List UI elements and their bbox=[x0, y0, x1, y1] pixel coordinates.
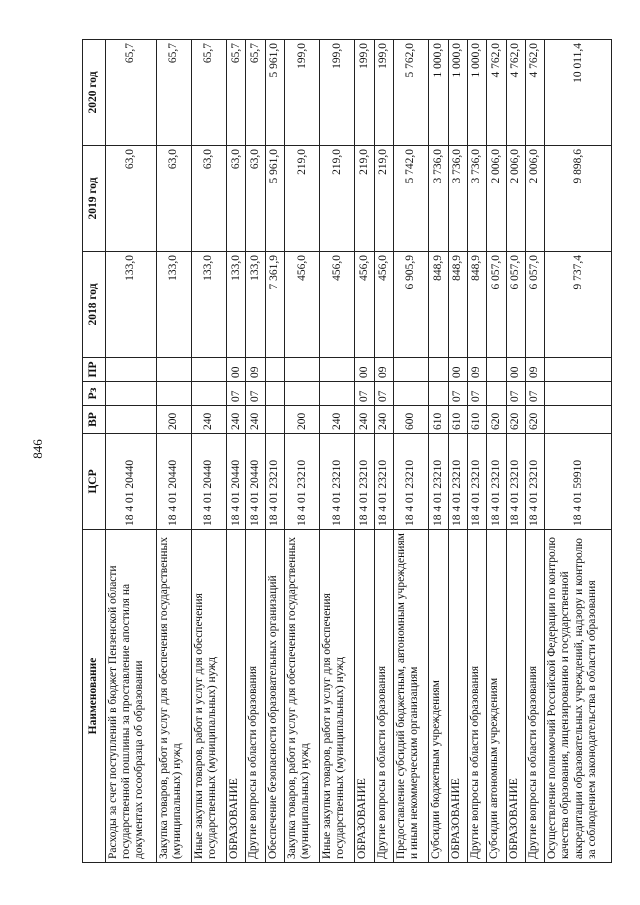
row-2018-cell: 6 057,0 bbox=[525, 252, 544, 358]
row-rz-cell bbox=[265, 382, 284, 406]
header-rz: Рз bbox=[83, 382, 106, 406]
row-name-cell: Субсидии автономным учреждениям bbox=[487, 530, 506, 863]
row-2018-cell: 133,0 bbox=[156, 252, 191, 358]
row-name-cell: Субсидии бюджетным учреждениям bbox=[429, 530, 448, 863]
row-2020-cell: 65,7 bbox=[106, 40, 157, 146]
row-2019-cell: 63,0 bbox=[246, 146, 265, 252]
row-name-cell: ОБРАЗОВАНИЕ bbox=[355, 530, 374, 863]
row-2020-cell: 199,0 bbox=[320, 40, 355, 146]
table-row bbox=[320, 40, 355, 863]
row-name-cell: ОБРАЗОВАНИЕ bbox=[506, 530, 525, 863]
row-name-cell: Предоставление субсидий бюджетным, автономным учреждениям и иным некоммерческим организациям bbox=[394, 530, 429, 863]
row-rz-cell: 07 bbox=[525, 382, 544, 406]
row-name-cell: Иные закупки товаров, работ и услуг для обеспечения государственных (муниципальных) нужд bbox=[192, 530, 227, 863]
row-csr-cell: 18 4 01 20440 bbox=[192, 434, 227, 530]
row-rz-cell bbox=[320, 382, 355, 406]
row-2018-cell: 133,0 bbox=[246, 252, 265, 358]
row-name-cell: Осуществление полномочий Российской Федерации по контролю качества образования, лицензированию и государственной аккредитации образовательных учреждений, надзору и контролю за соблюдением законодательства в области образования bbox=[545, 530, 612, 863]
row-2019-cell: 2 006,0 bbox=[525, 146, 544, 252]
row-2020-cell: 65,7 bbox=[227, 40, 246, 146]
row-2019-cell: 219,0 bbox=[285, 146, 320, 252]
row-vr-cell: 620 bbox=[487, 406, 506, 434]
table-row bbox=[285, 40, 320, 863]
row-name-cell: Закупка товаров, работ и услуг для обеспечения государственных (муниципальных) нужд bbox=[285, 530, 320, 863]
row-2020-cell: 1 000,0 bbox=[448, 40, 467, 146]
row-2020-cell: 65,7 bbox=[192, 40, 227, 146]
table-row bbox=[448, 40, 467, 863]
row-csr-cell: 18 4 01 23210 bbox=[394, 434, 429, 530]
row-rz-cell bbox=[394, 382, 429, 406]
row-pr-cell: 00 bbox=[448, 358, 467, 382]
row-pr-cell bbox=[285, 358, 320, 382]
row-2020-cell: 1 000,0 bbox=[429, 40, 448, 146]
row-name-cell: Иные закупки товаров, работ и услуг для обеспечения государственных (муниципальных) нужд bbox=[320, 530, 355, 863]
table-row bbox=[545, 40, 612, 863]
row-name-cell: ОБРАЗОВАНИЕ bbox=[227, 530, 246, 863]
row-pr-cell: 00 bbox=[355, 358, 374, 382]
row-2019-cell: 5 961,0 bbox=[265, 146, 284, 252]
header-row bbox=[83, 40, 106, 863]
row-pr-cell bbox=[320, 358, 355, 382]
header-2018: 2018 год bbox=[83, 252, 106, 358]
row-2018-cell: 848,9 bbox=[467, 252, 486, 358]
row-rz-cell bbox=[429, 382, 448, 406]
header-pr: ПР bbox=[83, 358, 106, 382]
row-csr-cell: 18 4 01 20440 bbox=[227, 434, 246, 530]
rotated-page-content bbox=[82, 40, 612, 863]
table-body bbox=[106, 40, 612, 863]
row-2019-cell: 63,0 bbox=[156, 146, 191, 252]
table-row bbox=[106, 40, 157, 863]
row-2020-cell: 1 000,0 bbox=[467, 40, 486, 146]
row-rz-cell: 07 bbox=[355, 382, 374, 406]
row-csr-cell: 18 4 01 23210 bbox=[265, 434, 284, 530]
header-2020: 2020 год bbox=[83, 40, 106, 146]
row-name-cell: Другие вопросы в области образования bbox=[525, 530, 544, 863]
row-name-cell: ОБРАЗОВАНИЕ bbox=[448, 530, 467, 863]
row-2020-cell: 4 762,0 bbox=[487, 40, 506, 146]
row-csr-cell: 18 4 01 23210 bbox=[374, 434, 393, 530]
row-vr-cell: 240 bbox=[246, 406, 265, 434]
row-csr-cell: 18 4 01 59910 bbox=[545, 434, 612, 530]
table-row bbox=[394, 40, 429, 863]
header-2019: 2019 год bbox=[83, 146, 106, 252]
table-row bbox=[429, 40, 448, 863]
row-csr-cell: 18 4 01 23210 bbox=[506, 434, 525, 530]
row-2018-cell: 6 905,9 bbox=[394, 252, 429, 358]
header-vr: ВР bbox=[83, 406, 106, 434]
row-csr-cell: 18 4 01 23210 bbox=[467, 434, 486, 530]
row-2018-cell: 7 361,9 bbox=[265, 252, 284, 358]
row-2018-cell: 456,0 bbox=[320, 252, 355, 358]
table-row bbox=[246, 40, 265, 863]
budget-table-wrapper bbox=[82, 40, 612, 863]
row-2019-cell: 63,0 bbox=[227, 146, 246, 252]
row-vr-cell: 620 bbox=[525, 406, 544, 434]
row-2020-cell: 5 762,0 bbox=[394, 40, 429, 146]
table-row bbox=[265, 40, 284, 863]
row-vr-cell bbox=[545, 406, 612, 434]
row-vr-cell bbox=[106, 406, 157, 434]
row-pr-cell bbox=[394, 358, 429, 382]
row-csr-cell: 18 4 01 23210 bbox=[285, 434, 320, 530]
row-2019-cell: 219,0 bbox=[355, 146, 374, 252]
row-2018-cell: 848,9 bbox=[448, 252, 467, 358]
row-pr-cell bbox=[265, 358, 284, 382]
table-header bbox=[83, 40, 106, 863]
row-vr-cell: 200 bbox=[156, 406, 191, 434]
row-2020-cell: 4 762,0 bbox=[525, 40, 544, 146]
table-row bbox=[487, 40, 506, 863]
row-vr-cell: 240 bbox=[192, 406, 227, 434]
row-rz-cell bbox=[487, 382, 506, 406]
budget-table bbox=[82, 39, 612, 863]
row-vr-cell: 600 bbox=[394, 406, 429, 434]
row-rz-cell bbox=[106, 382, 157, 406]
row-csr-cell: 18 4 01 23210 bbox=[448, 434, 467, 530]
row-csr-cell: 18 4 01 23210 bbox=[525, 434, 544, 530]
row-2018-cell: 133,0 bbox=[192, 252, 227, 358]
row-2020-cell: 199,0 bbox=[374, 40, 393, 146]
row-vr-cell: 200 bbox=[285, 406, 320, 434]
row-2019-cell: 63,0 bbox=[192, 146, 227, 252]
row-csr-cell: 18 4 01 20440 bbox=[246, 434, 265, 530]
row-vr-cell bbox=[265, 406, 284, 434]
row-2019-cell: 5 742,0 bbox=[394, 146, 429, 252]
row-rz-cell bbox=[285, 382, 320, 406]
row-rz-cell: 07 bbox=[246, 382, 265, 406]
row-pr-cell: 09 bbox=[374, 358, 393, 382]
row-name-cell: Другие вопросы в области образования bbox=[467, 530, 486, 863]
row-2019-cell: 219,0 bbox=[320, 146, 355, 252]
row-rz-cell: 07 bbox=[227, 382, 246, 406]
row-2020-cell: 65,7 bbox=[246, 40, 265, 146]
row-2019-cell: 3 736,0 bbox=[448, 146, 467, 252]
row-pr-cell bbox=[545, 358, 612, 382]
row-csr-cell: 18 4 01 23210 bbox=[320, 434, 355, 530]
row-name-cell: Закупка товаров, работ и услуг для обеспечения государственных (муниципальных) нужд bbox=[156, 530, 191, 863]
table-row bbox=[192, 40, 227, 863]
row-csr-cell: 18 4 01 23210 bbox=[355, 434, 374, 530]
row-pr-cell: 00 bbox=[506, 358, 525, 382]
table-row bbox=[506, 40, 525, 863]
row-2019-cell: 9 898,6 bbox=[545, 146, 612, 252]
table-row bbox=[374, 40, 393, 863]
row-2020-cell: 10 011,4 bbox=[545, 40, 612, 146]
row-2020-cell: 199,0 bbox=[355, 40, 374, 146]
header-csr: ЦСР bbox=[83, 434, 106, 530]
row-pr-cell: 00 bbox=[227, 358, 246, 382]
row-name-cell: Другие вопросы в области образования bbox=[246, 530, 265, 863]
row-2018-cell: 133,0 bbox=[106, 252, 157, 358]
table-row bbox=[525, 40, 544, 863]
row-2020-cell: 199,0 bbox=[285, 40, 320, 146]
table-row bbox=[156, 40, 191, 863]
row-csr-cell: 18 4 01 23210 bbox=[429, 434, 448, 530]
row-pr-cell bbox=[192, 358, 227, 382]
row-rz-cell bbox=[545, 382, 612, 406]
row-vr-cell: 620 bbox=[506, 406, 525, 434]
row-vr-cell: 610 bbox=[429, 406, 448, 434]
row-rz-cell: 07 bbox=[467, 382, 486, 406]
row-pr-cell bbox=[487, 358, 506, 382]
table-row bbox=[467, 40, 486, 863]
row-pr-cell: 09 bbox=[467, 358, 486, 382]
row-2019-cell: 219,0 bbox=[374, 146, 393, 252]
row-2018-cell: 9 737,4 bbox=[545, 252, 612, 358]
row-2019-cell: 2 006,0 bbox=[487, 146, 506, 252]
row-2018-cell: 456,0 bbox=[285, 252, 320, 358]
row-2019-cell: 3 736,0 bbox=[467, 146, 486, 252]
row-pr-cell bbox=[429, 358, 448, 382]
row-vr-cell: 240 bbox=[355, 406, 374, 434]
row-2019-cell: 2 006,0 bbox=[506, 146, 525, 252]
row-rz-cell: 07 bbox=[506, 382, 525, 406]
row-vr-cell: 240 bbox=[374, 406, 393, 434]
row-csr-cell: 18 4 01 20440 bbox=[156, 434, 191, 530]
header-name: Наименование bbox=[83, 530, 106, 863]
row-name-cell: Обеспечение безопасности образовательных организаций bbox=[265, 530, 284, 863]
page-number: 846 bbox=[29, 439, 45, 459]
row-2018-cell: 456,0 bbox=[355, 252, 374, 358]
row-2018-cell: 6 057,0 bbox=[487, 252, 506, 358]
row-rz-cell bbox=[192, 382, 227, 406]
table-row bbox=[355, 40, 374, 863]
row-vr-cell: 610 bbox=[448, 406, 467, 434]
row-rz-cell bbox=[156, 382, 191, 406]
row-name-cell: Расходы за счет поступлений в бюджет Пензенской области государственной пошлины за проставление апостиля на документах госообразца об образовании bbox=[106, 530, 157, 863]
row-2018-cell: 848,9 bbox=[429, 252, 448, 358]
row-vr-cell: 240 bbox=[227, 406, 246, 434]
row-csr-cell: 18 4 01 23210 bbox=[487, 434, 506, 530]
row-2020-cell: 5 961,0 bbox=[265, 40, 284, 146]
row-2019-cell: 63,0 bbox=[106, 146, 157, 252]
row-rz-cell: 07 bbox=[448, 382, 467, 406]
row-2018-cell: 6 057,0 bbox=[506, 252, 525, 358]
row-pr-cell: 09 bbox=[525, 358, 544, 382]
row-2018-cell: 456,0 bbox=[374, 252, 393, 358]
row-name-cell: Другие вопросы в области образования bbox=[374, 530, 393, 863]
row-rz-cell: 07 bbox=[374, 382, 393, 406]
row-2020-cell: 65,7 bbox=[156, 40, 191, 146]
row-vr-cell: 240 bbox=[320, 406, 355, 434]
row-2018-cell: 133,0 bbox=[227, 252, 246, 358]
row-2020-cell: 4 762,0 bbox=[506, 40, 525, 146]
row-pr-cell: 09 bbox=[246, 358, 265, 382]
row-pr-cell bbox=[156, 358, 191, 382]
row-vr-cell: 610 bbox=[467, 406, 486, 434]
row-2019-cell: 3 736,0 bbox=[429, 146, 448, 252]
table-row bbox=[227, 40, 246, 863]
row-csr-cell: 18 4 01 20440 bbox=[106, 434, 157, 530]
row-pr-cell bbox=[106, 358, 157, 382]
